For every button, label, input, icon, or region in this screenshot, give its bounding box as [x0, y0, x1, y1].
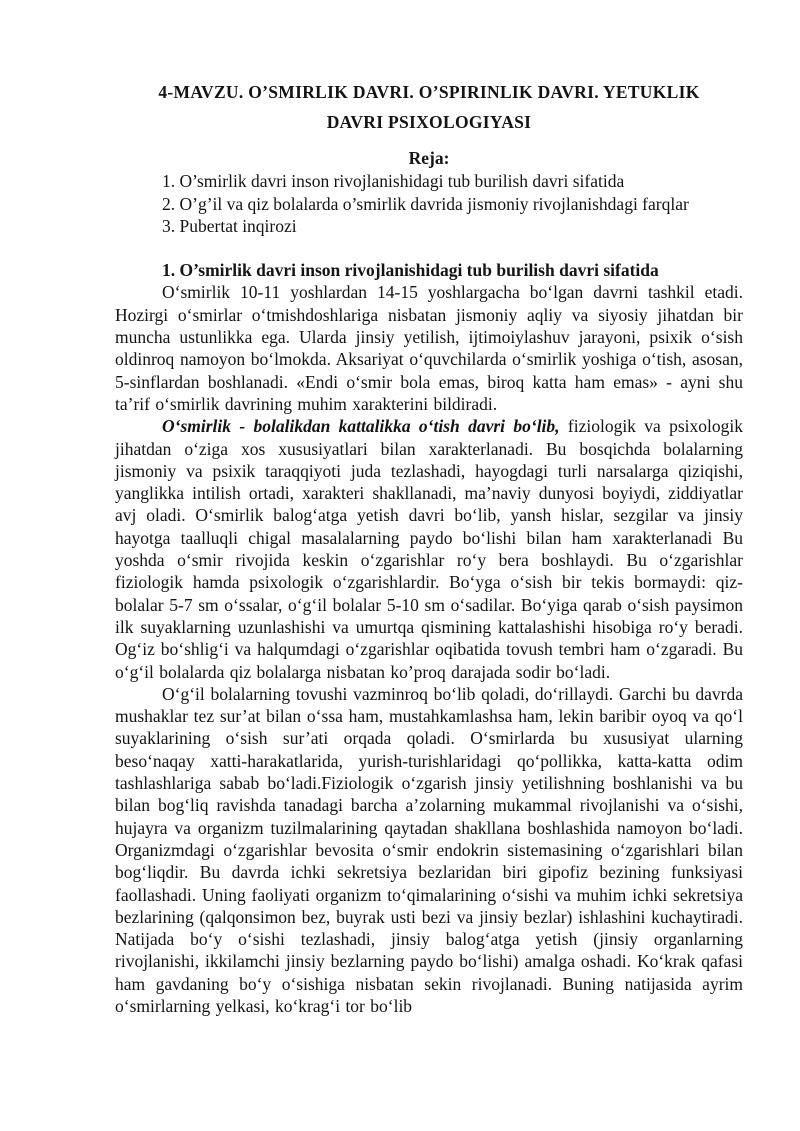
plan-list [115, 170, 743, 237]
paragraph-2-text: fiziologik va psixologik jihatdan oʻziga xos xususiyatlari bilan xarakterlanadi. Bu bosqichda bolalarning jismoniy va psixik taraqqiyoti juda tezlashadi, hayogdagi turli narsalarga qiziqishi, yanglikka intilish ortadi, xarakteri shakllanadi, ma’naviy dunyosi boyiydi, ziddiyatlar avj oladi. Oʻsmirlik balogʻatga yetish davri boʻlib, yansh hislar, sezgilar va jinsiy hayotga taalluqli chigal masalalarning paydo boʻlishi bilan ham xarakterlanadi Bu yoshda oʻsmir rivojida keskin oʻzgarishlar roʻy bera boshlaydi. Bu oʻzgarishlar fiziologik hamda psixologik oʻzgarishlardir. Boʻyga oʻsish bir tekis bormaydi: qiz-bolalar 5-7 sm oʻssalar, oʻgʻil bolalar 5-10 sm oʻsadilar. Boʻyiga qarab oʻsish paysimon ilk suyaklarning uzunlashishi va umurtqa qismining kattalashishi hisobiga roʻy beradi. Ogʻiz boʻshligʻi va halqumdagi oʻzgarishlar oqibatida tovush tembri ham oʻzgaradi. Bu oʻgʻil bolalarda qiz bolalarga nisbatan ko’proq darajada sodir boʻladi. [115, 416, 743, 682]
document-title-line-1: 4-MAVZU. O’SMIRLIK DAVRI. O’SPIRINLIK DAVRI. YETUKLIK [158, 82, 700, 102]
paragraph-2 [115, 415, 743, 683]
section-1-heading: 1. O’smirlik davri inson rivojlanishidagi tub burilish davri sifatida [162, 260, 659, 281]
document-title-line-2: DAVRI PSIXOLOGIYASI [326, 112, 532, 132]
paragraph-3 [115, 683, 743, 1017]
plan-item-1: 1. O’smirlik davri inson rivojlanishidagi tub burilish davri sifatida [162, 171, 625, 192]
paragraph-2-lead: Oʻsmirlik - bolalikdan kattalikka oʻtish davri boʻlib, [162, 416, 560, 437]
paragraph-1 [115, 281, 743, 415]
plan-item-3: 3. Pubertat inqirozi [162, 215, 297, 236]
document-title [115, 77, 743, 137]
plan-item-2: 2. O’g’il va qiz bolalarda o’smirlik davrida jismoniy rivojlanishdagi farqlar [162, 193, 689, 214]
paragraph-1-text: Oʻsmirlik 10-11 yoshlardan 14-15 yoshlargacha boʻlgan davrni tashkil etadi. Hozirgi oʻsmirlar oʻtmishdoshlariga nisbatan jismoniy aqliy va siyosiy jihatdan bir muncha ustunlikka ega. Ularda jinsiy yetilish, ijtimoiylashuv jarayoni, psixik oʻsish oldinroq namoyon boʻlmokda. Aksariyat oʻquvchilarda oʻsmirlik yoshiga oʻtish, asosan, 5-sinflardan boshlanadi. «Endi oʻsmir bola emas, biroq katta ham emas» - ayni shu ta’rif oʻsmirlik davrining muhim xarakterini bildiradi. [115, 282, 743, 414]
plan-heading: Reja: [408, 148, 450, 168]
paragraph-3-text: Oʻgʻil bolalarning tovushi vazminroq boʻlib qoladi, doʻrillaydi. Garchi bu davrda mushaklar tez sur’at bilan oʻssa ham, mustahkamlashsa ham, lekin baribir oyoq va qoʻl suyaklarining oʻsish sur’ati orqada qoladi. Oʻsmirlarda bu xususiyat ularning besoʻnaqay xatti-harakatlarida, yurish-turishlaridagi qoʻpollikka, katta-katta odim tashlashlariga sabab boʻladi.Fiziologik oʻzgarish jinsiy yetilishning boshlanishi va bu bilan bogʻliq ravishda tanadagi barcha a’zolarning mukammal rivojlanishi va oʻsishi, hujayra va organizm tuzilmalarining qaytadan shakllana boshlashida namoyon boʻladi. Organizmdagi oʻzgarishlar bevosita oʻsmir endokrin sistemasining oʻzgarishlari bilan bogʻliqdir. Bu davrda ichki sekretsiya bezlaridan biri gipofiz bezining funksiyasi faollashadi. Uning faoliyati organizm toʻqimalarining oʻsishi va muhim ichki sekretsiya bezlarining (qalqonsimon bez, buyrak usti bezi va jinsiy bezlar) ishlashini kuchaytiradi. Natijada boʻy oʻsishi tezlashadi, jinsiy balogʻatga yetish (jinsiy organlarning rivojlanishi, ikkilamchi jinsiy bezlarning paydo boʻlishi) amalga oshadi. Koʻkrak qafasi ham gavdaning boʻy oʻsishiga nisbatan sekin rivojlanadi. Buning natijasida ayrim oʻsmirlarning yelkasi, koʻkragʻi tor boʻlib [115, 683, 743, 1016]
